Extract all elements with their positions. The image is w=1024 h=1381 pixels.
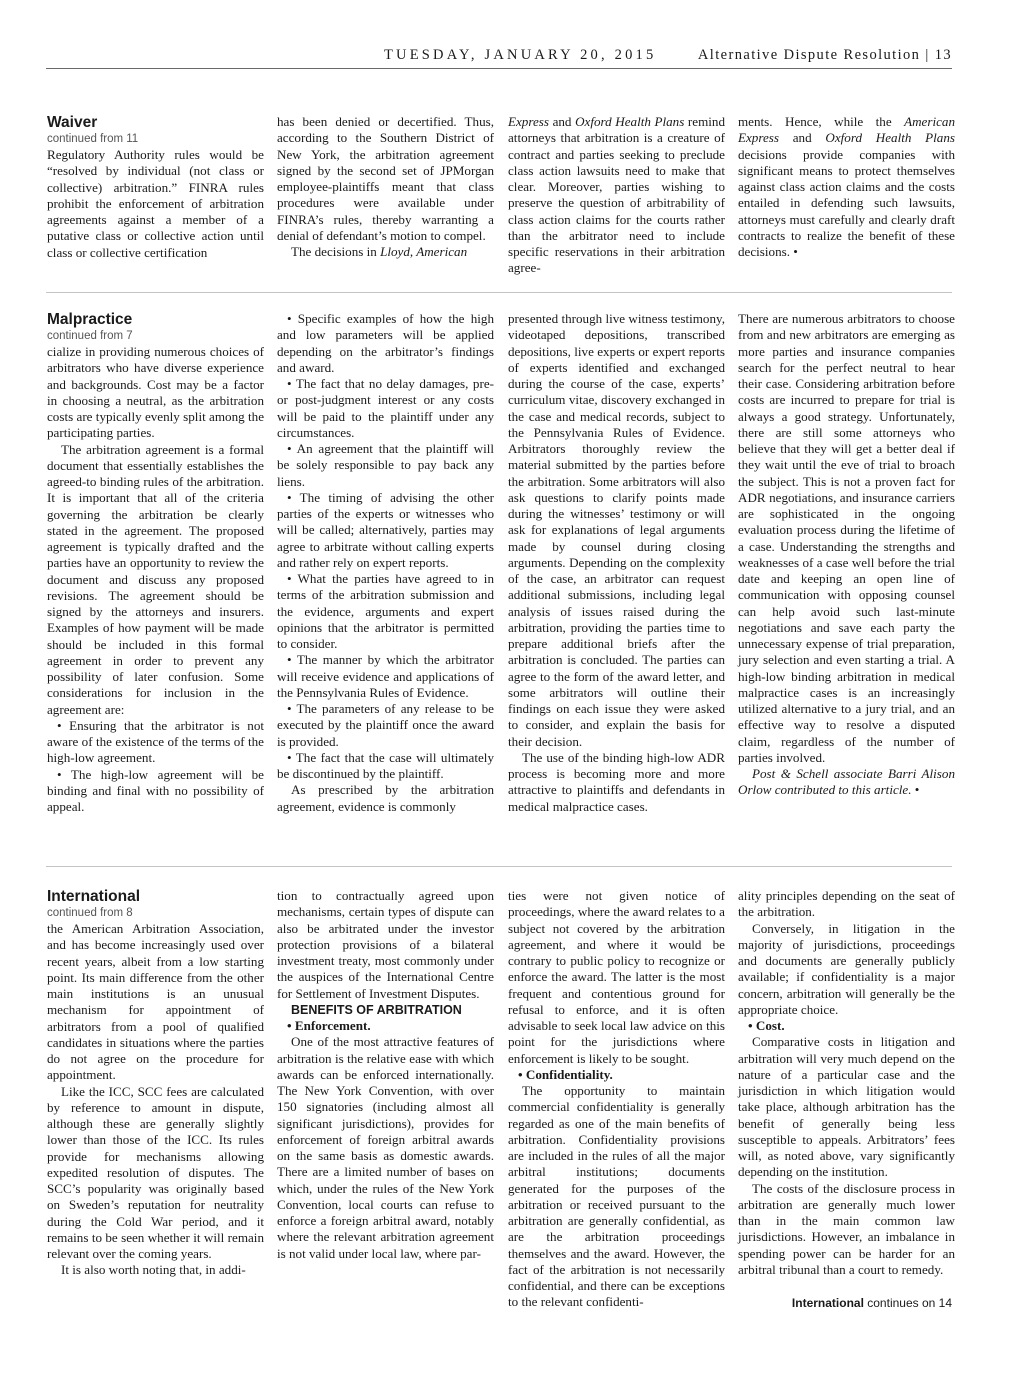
continues-on-link[interactable] (792, 1296, 952, 1310)
malpractice-column-2 (277, 311, 494, 815)
jump-section-name: International (791, 1296, 864, 1310)
international-paragraph: The opportunity to maintain commercial confidentiality is generally regarded as one of the main benefits of arbitration. Confidentiality provisions are included in the rules of all the major arbitral institutions; documents generated for the purposes of the arbitration or received pursuant to the arbitration are generally confidential, as are the arbitration proceedings themselves and the award. However, the fact of the arbitration is not necessarily confidential, and there can be exceptions to the relevant confidenti- (508, 1083, 725, 1310)
malpractice-bullet: • The timing of advising the other parties of the experts or witnesses who will be called; alternatively, parties may agree to arbitrate without calling experts and rather rely on expert reports. (277, 489, 494, 570)
malpractice-bullet: • The fact that no delay damages, pre- or post-judgment interest or any costs will be paid to the plaintiff under any circumstances. (277, 376, 494, 440)
malpractice-bullet: • The manner by which the arbitrator will receive evidence and applications of the Pennsylvania Rules of Evidence. (277, 652, 494, 700)
international-paragraph: the American Arbitration Association, and has become increasingly used over recent years, albeit from a low starting point. Its main difference from the other main institutions is an unusual mechanism for appointment of arbitrators from a pool of qualified candidates in situations where the parties do not agree on the procedure for appointment. (47, 921, 264, 1083)
malpractice-bullet: • What the parties have agreed to in terms of the arbitration submission and the evidence, arguments and expert opinions that the arbitrator is permitted to consider. (277, 571, 494, 651)
malpractice-bullet: • The parameters of any release to be executed by the plaintiff once the award is provided. (277, 701, 494, 749)
confidentiality-label: • Confidentiality. (518, 1066, 613, 1082)
international-paragraph: Conversely, in litigation in the majority of jurisdictions, proceedings and documents are generally publicly available; if confidentiality is a major concern, arbitration will generally be the appropriate choice. (738, 920, 955, 1017)
waiver-column-2 (277, 114, 494, 260)
section-divider (46, 866, 952, 867)
waiver-paragraph: has been denied or decertified. Thus, according to the Southern District of New York, the arbitration agreement signed by the second set of JPMorgan employee-plaintiffs meant that class procedures were available under FINRA’s rules, thereby warranting a denial of defendant’s motion to compel. (277, 114, 494, 243)
malpractice-paragraph: presented through live witness testimony, videotaped depositions, transcribed depositions, live experts or expert reports of experts identified and exchanged during the course of the case, experts’ curriculum vitae, discovery exchanged in the case and medical records, subject to the Pennsylvania Rules of Evidence. Arbitrators thoroughly review the material submitted by the parties before the arbitration. Some arbitrators will also ask questions to clarify points made during the witnesses’ testimony or will ask for explanations of legal arguments made by counsel during closing arguments. Depending on the complexity of the case, an arbitrator can request additional submissions, including legal analysis of issues raised during the arbitration, providing the parties time to prepare additional briefs after the arbitration is concluded. The parties can agree to the form of the award letter, and some arbitrators will outline their findings on each issue they were asked to consider, and explain the basis for their decision. (508, 311, 725, 749)
malpractice-heading: Malpractice (47, 311, 133, 328)
malpractice-bullet: • The high-low agreement will be binding and final with no possibility of appeal. (47, 766, 264, 814)
malpractice-column-1 (47, 311, 264, 815)
international-column-1 (47, 888, 264, 1279)
international-column-2 (277, 888, 494, 1262)
waiver-column-3 (508, 114, 725, 277)
international-paragraph: Like the ICC, SCC fees are calculated by reference to amount in dispute, although these are generally slightly lower than those of the ICC. Its rules provide for mechanisms allowing expedited resolution of disputes. The SCC’s popularity was originally based on Sweden’s reputation for neutrality during the Cold War period, and it remains to be seen whether it will remain relevant over the coming years. (47, 1083, 264, 1261)
enforcement-label: • Enforcement. (287, 1018, 371, 1033)
international-paragraph: ties were not given notice of proceedings, where the award relates to a subject not covered by the arbitration agreement, and where it would be contrary to public policy to recognize or enforce the award. The latter is the most frequent and contentious ground for refusal to enforce, and it is often advisable to seek local law advice on this point for the jurisdictions where enforcement is likely to be sought. (508, 888, 725, 1066)
international-paragraph: ality principles depending on the seat of the arbitration. (738, 888, 955, 920)
malpractice-column-3 (508, 311, 725, 815)
malpractice-paragraph: There are numerous arbitrators to choose from and new arbitrators are emerging as more parties and insurance companies search for the perfect neutral to hear their case. Considering arbitration before costs are incurred to prepare for trial is always a good strategy. Unfortunately, there are still some attorneys who believe that they will get a better deal if they wait until the eve of trial to broach the subject. This is not a proven fact for ADR negotiations, and insurance carriers are sophisticated in the ongoing evaluation process during the lifetime of a case. Understanding the strengths and weaknesses of a case well before the trial date and keeping an open line of communication with opposing counsel can help avoid such last-minute negotiations and save each party the unnecessary expense of trial preparation, jury selection and even starting a trial. A high-low binding arbitration in medical malpractice cases is an increasingly utilized alternative to a jury trial, and an effective way to resolve a disputed claim, regardless of the number of parties involved. (738, 311, 955, 765)
international-continued-from: continued from 8 (47, 907, 133, 919)
section-page-label: Alternative Dispute Resolution | 13 (697, 47, 952, 63)
issue-date: TUESDAY, JANUARY 20, 2015 (384, 47, 657, 63)
waiver-paragraph: Regulatory Authority rules would be “resolved by individual (not class or collective) arbitration.” FINRA rules prohibit the enforcement of arbitration agreements against a member of a putative class or collective action until class or collective certification (47, 147, 264, 260)
malpractice-paragraph: cialize in providing numerous choices of arbitrators who have diverse experience and backgrounds. Cost may be a factor in choosing a neutral, as the arbitration costs are typically evenly split among the participating parties. (47, 344, 264, 441)
malpractice-column-4 (738, 311, 955, 799)
waiver-paragraph: Express and Oxford Health Plans remind attorneys that arbitration is a creature of contract and parties seeking to preclude class action lawsuits need to make that clear. Moreover, parties wishing to preserve the question of arbitrability of class action claims for the courts rather than the arbitrator need to include specific reservations in their arbitration agree- (508, 114, 725, 276)
jump-page: continues on 14 (863, 1296, 952, 1310)
waiver-heading: Waiver (47, 114, 98, 131)
waiver-paragraph: The decisions in Lloyd, American (291, 244, 468, 259)
page-header (46, 44, 952, 69)
international-column-3 (508, 888, 725, 1311)
international-heading: International (47, 888, 141, 905)
author-credit: Post & Schell associate Barri Alison Orlow contributed to this article. • (738, 766, 955, 798)
cost-label: • Cost. (748, 1018, 785, 1033)
malpractice-bullet: • Ensuring that the arbitrator is not aware of the existence of the terms of the high-low agreement. (47, 717, 264, 766)
malpractice-bullet: • An agreement that the plaintiff will be solely responsible to pay back any liens. (277, 441, 494, 489)
international-paragraph: tion to contractually agreed upon mechanisms, certain types of dispute can also be arbitrated under the investor protection provisions of a bilateral investment treaty, most commonly under the auspices of the International Centre for Settlement of Investment Disputes. (277, 888, 494, 1001)
malpractice-paragraph: The use of the binding high-low ADR process is becoming more and more attractive to plaintiffs and defendants in medical malpractice cases. (508, 749, 725, 814)
malpractice-paragraph: As prescribed by the arbitration agreement, evidence is commonly (277, 782, 494, 814)
waiver-continued-from: continued from 11 (47, 133, 139, 145)
international-column-4 (738, 888, 955, 1278)
malpractice-paragraph: The arbitration agreement is a formal document that essentially establishes the agreed-to binding rules of the arbitration. It is important that all of the criteria governing the arbitration be clearly stated in the agreement. The proposed agreement is typically drafted and the parties have an opportunity to review the document and discuss any proposed revisions. The agreement should be signed by the attorneys and insurers. Examples of how payment will be made should be included in this formal agreement in order to prevent any possibility of later confusion. Some considerations for inclusion in the agreement are: (47, 441, 264, 717)
international-paragraph: It is also worth noting that, in addi- (61, 1262, 246, 1278)
international-paragraph: The costs of the disclosure process in arbitration are generally much lower than in the main common law jurisdictions. However, an imbalance in spending power can be harder for an arbitral tribunal than a court to remedy. (738, 1180, 955, 1277)
benefits-subheading: BENEFITS OF ARBITRATION (291, 1002, 462, 1017)
waiver-column-4 (738, 114, 955, 260)
section-divider (46, 292, 952, 293)
malpractice-bullet: • The fact that the case will ultimately be discontinued by the plaintiff. (277, 749, 494, 781)
waiver-column-1 (47, 114, 264, 261)
malpractice-bullet: • Specific examples of how the high and low parameters will be applied depending on the arbitrator’s findings and award. (277, 311, 494, 375)
international-paragraph: One of the most attractive features of arbitration is the relative ease with which awards can be enforced internationally. The New York Convention, with over 150 signatories (including almost all significant jurisdictions), provides for enforcement of foreign arbitral awards on the same basis as domestic awards. There are a limited number of bases on which, under the rules of the New York Convention, local courts can refuse to enforce a foreign arbitral award, notably where the relevant arbitration agreement is not valid under local law, where par- (277, 1034, 494, 1261)
malpractice-continued-from: continued from 7 (47, 330, 133, 342)
international-paragraph: Comparative costs in litigation and arbitration will very much depend on the nature of a particular case and the jurisdiction in which litigation would take place, although arbitration has the benefit of generally being less susceptible to appeals. Arbitrators’ fees will, as noted above, vary significantly depending on the institution. (738, 1034, 955, 1180)
waiver-paragraph: ments. Hence, while the American Express and Oxford Health Plans decisions provide companies with significant means to protect themselves against class action claims and the costs entailed in defending such lawsuits, attorneys must carefully and clearly draft contracts to realize the benefit of these decisions. • (738, 114, 955, 259)
